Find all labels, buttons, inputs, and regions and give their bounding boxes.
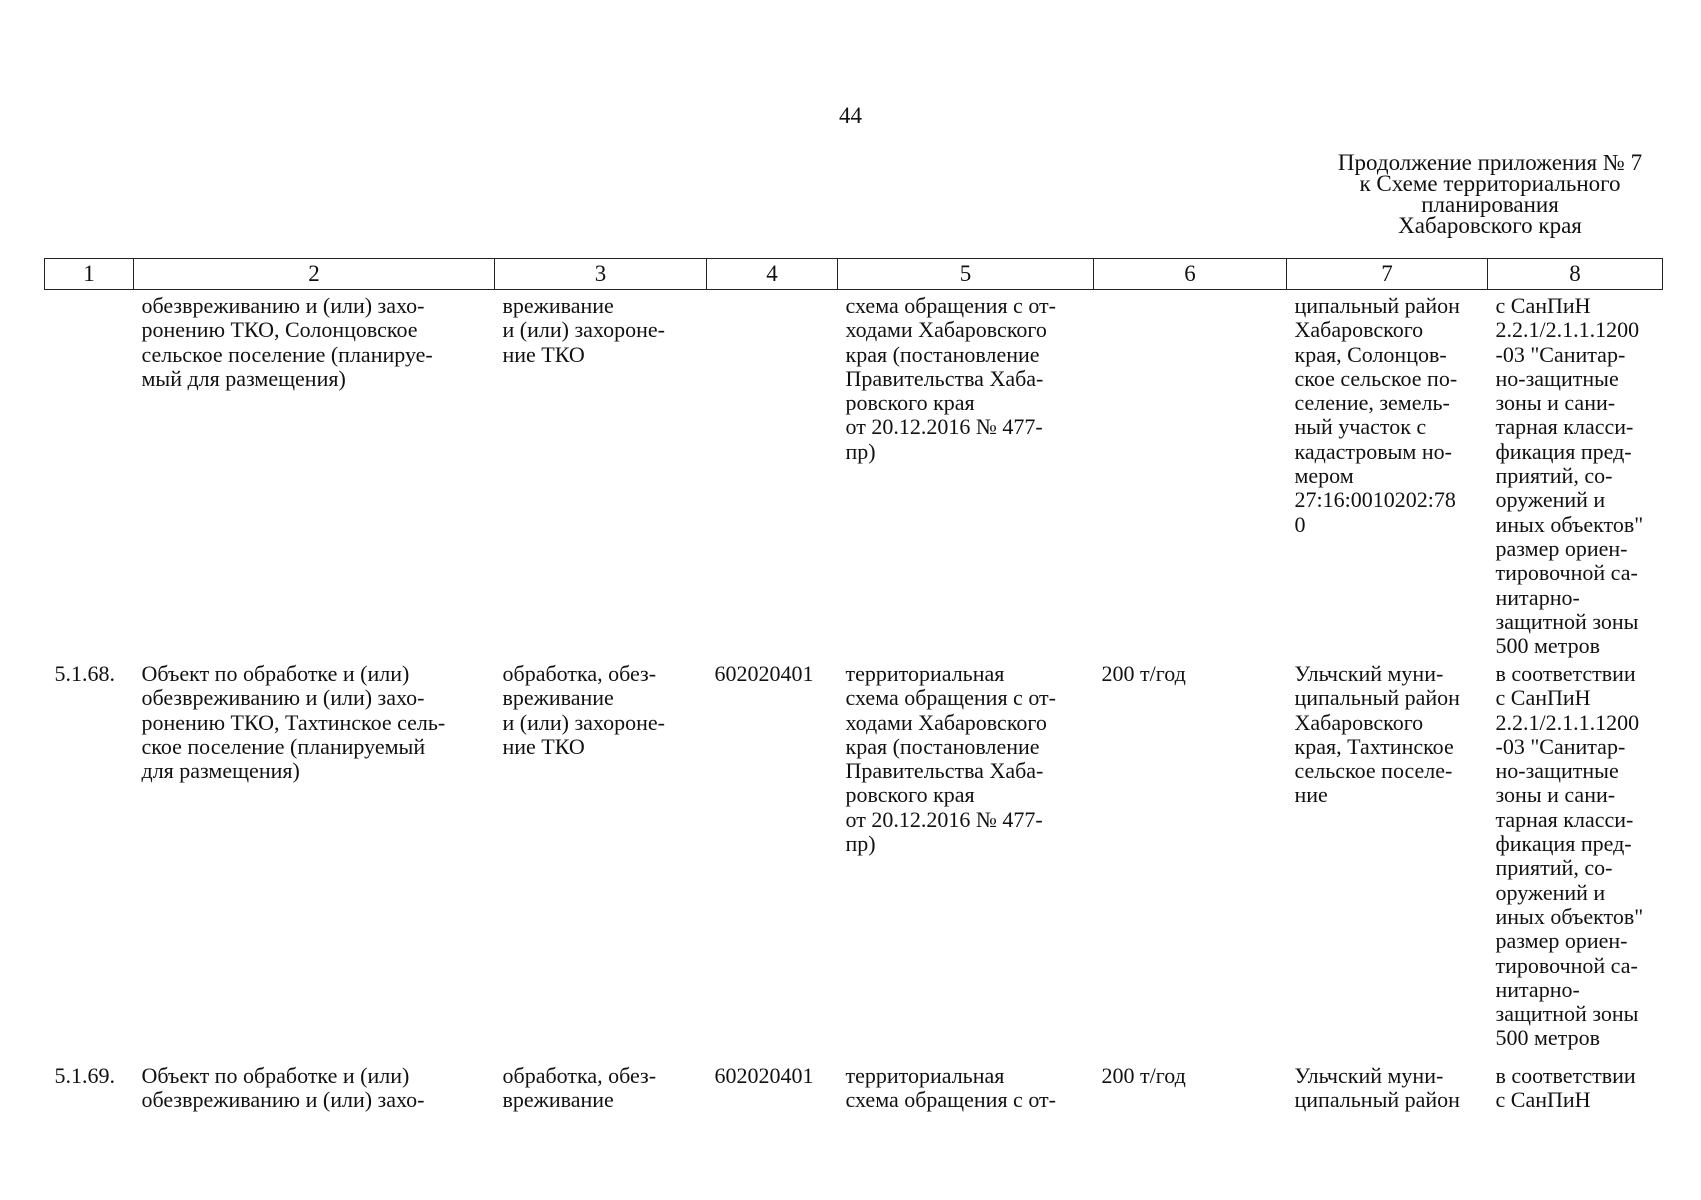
cell-capacity [1094,290,1287,663]
column-header-7: 7 [1287,259,1488,290]
table-row [45,662,1663,1064]
cell-basis: схема обращения с от- ходами Хабаровского края (постановление Правительства Хаба- ровского края от 20.12.2016 № 477- пр) [845,293,1056,464]
objects-table [44,258,1663,1134]
column-header-4: 4 [707,259,838,290]
table-row [45,1064,1663,1134]
cell-basis: территориальная схема обращения с от- [845,1063,1056,1113]
column-header-8: 8 [1488,259,1663,290]
column-header-2: 2 [134,259,495,290]
cell-purpose: обработка, обез- вреживание и (или) захороне- ние ТКО [502,661,665,759]
cell-location: Ульчский муни- ципальный район Хабаровского края, Тахтинское сельское поселе- ние [1294,661,1460,808]
cell-zone: в соответствии с СанПиН [1495,1063,1636,1113]
cell-zone: с СанПиН 2.2.1/2.1.1.1200 -03 "Санитар- но-защитные зоны и сани- тарная класси- фикация пред- приятий, со- оружений и иных объектов" размер ориен- тировочной са- нитарно- защитной зоны 500 метров [1495,293,1644,659]
appendix-line-4: Хабаровского края [1398,213,1582,238]
cell-code: 602020401 [714,1063,814,1088]
page-number: 44 [839,103,862,128]
cell-object-name: обезвреживанию и (или) захо- ронению ТКО, Солонцовское сельское поселение (планируе- мый для размещения) [141,293,433,391]
cell-code [707,290,838,663]
column-header-3: 3 [495,259,707,290]
cell-capacity: 200 т/год [1101,661,1186,686]
cell-object-name: Объект по обработке и (или) обезвреживанию и (или) захо- ронению ТКО, Тахтинское сель- ское поселение (планируемый для размещения) [141,661,446,784]
cell-purpose: вреживание и (или) захороне- ние ТКО [502,293,665,367]
cell-code: 602020401 [714,661,814,686]
cell-basis: территориальная схема обращения с от- ходами Хабаровского края (постановление Правительства Хаба- ровского края от 20.12.2016 № 477- пр) [845,661,1056,857]
appendix-line-1: Продолжение приложения № 7 [1337,150,1643,175]
appendix-line-2: к Схеме территориального [1359,171,1621,196]
table-header-row [45,259,1663,290]
cell-capacity: 200 т/год [1101,1063,1186,1088]
cell-number: 5.1.68. [54,661,115,686]
cell-number: 5.1.69. [54,1063,115,1088]
appendix-note [1290,152,1690,236]
cell-object-name: Объект по обработке и (или) обезвреживанию и (или) захо- [141,1063,425,1113]
column-header-6: 6 [1094,259,1287,290]
cell-location: ципальный район Хабаровского края, Солонцов- ское сельское по- селение, земель- ный участок с кадастровым но- мером 27:16:0010202:78 0 [1294,293,1460,537]
column-header-1: 1 [45,259,134,290]
table-row [45,290,1663,663]
cell-number [45,290,134,663]
cell-purpose: обработка, обез- вреживание [502,1063,657,1113]
column-header-5: 5 [838,259,1094,290]
appendix-line-3: планирования [1421,192,1559,217]
cell-location: Ульчский муни- ципальный район [1294,1063,1460,1113]
cell-zone: в соответствии с СанПиН 2.2.1/2.1.1.1200 -03 "Санитар- но-защитные зоны и сани- тарная класси- фикация пред- приятий, со- оружений и иных объектов" размер ориен- тировочной са- нитарно- защитной зоны 500 метров [1495,661,1644,1051]
